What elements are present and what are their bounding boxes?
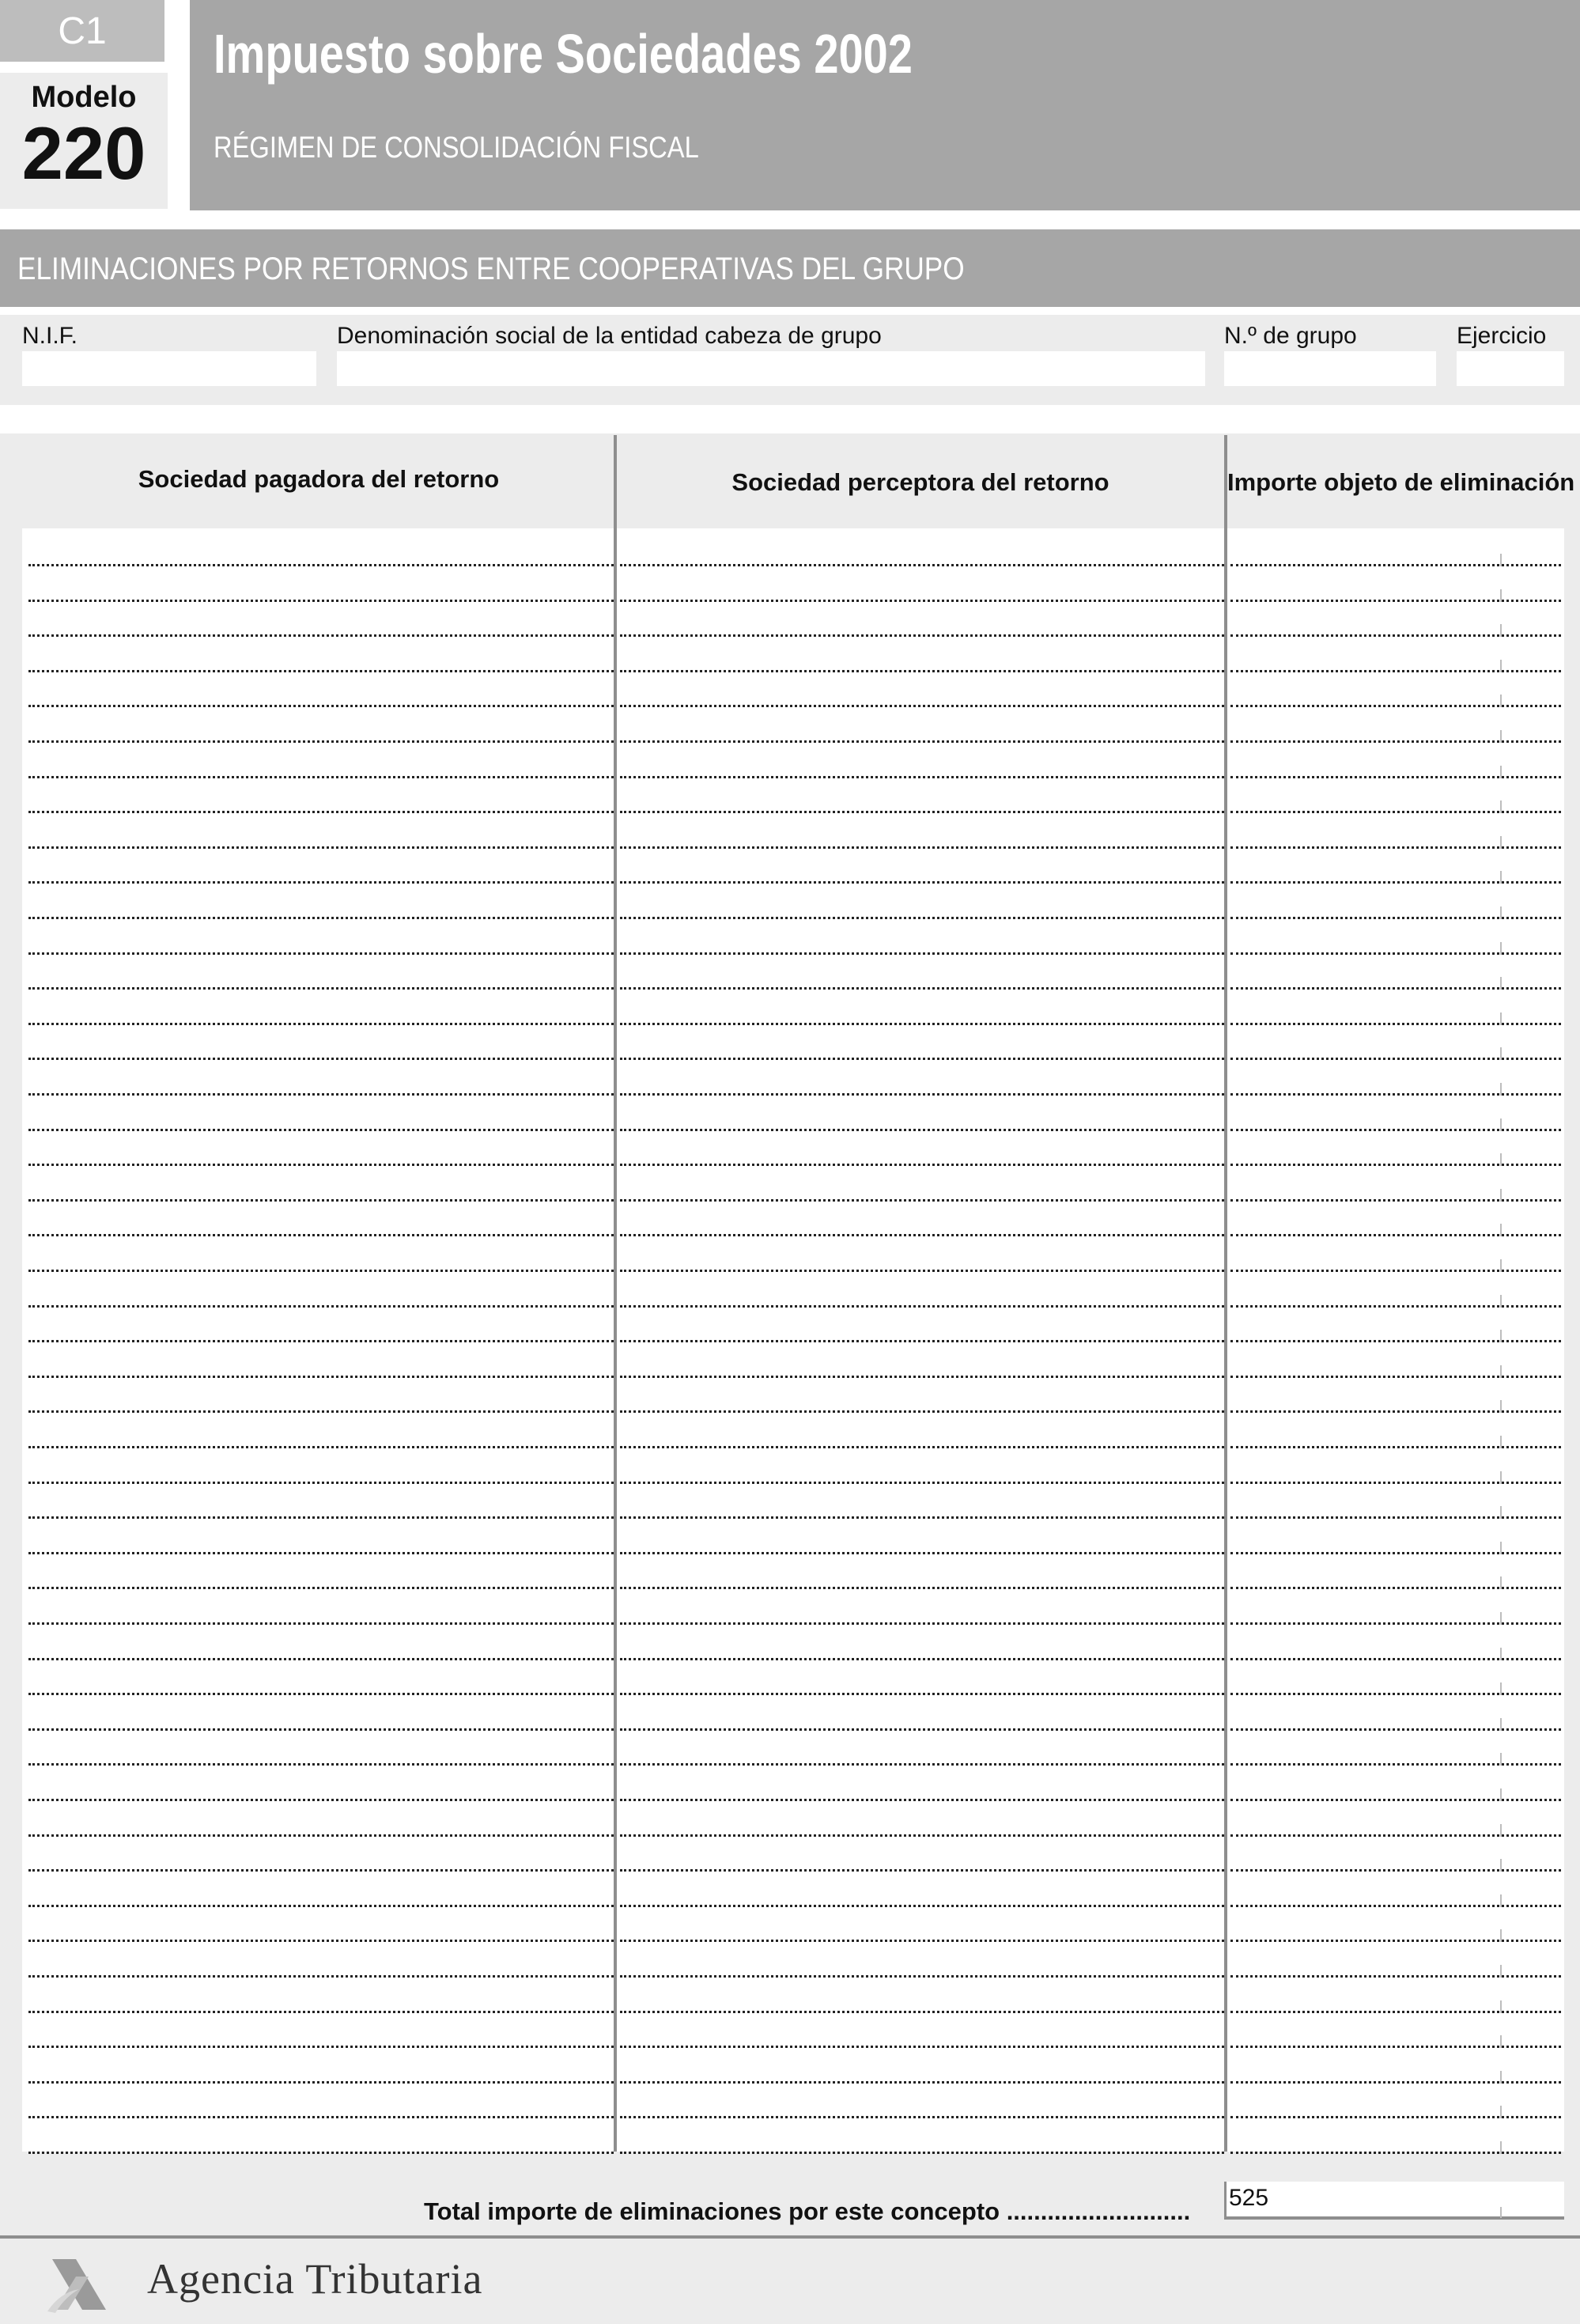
payer-company-field[interactable] — [28, 1273, 614, 1308]
receiver-company-field[interactable] — [620, 990, 1224, 1025]
section-band — [0, 229, 1580, 307]
receiver-company-field[interactable] — [620, 1061, 1224, 1096]
table-row — [22, 1978, 1564, 2013]
amount-field[interactable] — [1230, 1061, 1561, 1096]
receiver-company-field[interactable] — [620, 1696, 1224, 1731]
receiver-company-field[interactable] — [620, 1414, 1224, 1448]
payer-company-field[interactable] — [28, 1167, 614, 1202]
payer-company-field[interactable] — [28, 708, 614, 743]
table-row — [22, 814, 1564, 849]
payer-company-field[interactable] — [28, 1802, 614, 1837]
receiver-company-field[interactable] — [620, 1731, 1224, 1766]
amount-field[interactable] — [1230, 1414, 1561, 1448]
amount-field[interactable] — [1230, 884, 1561, 919]
title-band — [190, 0, 1580, 210]
amount-field[interactable] — [1230, 1978, 1561, 2013]
amount-field[interactable] — [1230, 638, 1561, 672]
amount-field[interactable] — [1230, 1872, 1561, 1907]
name-label: Denominación social de la entidad cabeza de grupo — [337, 323, 882, 349]
payer-company-field[interactable] — [28, 1872, 614, 1907]
table-row — [22, 638, 1564, 672]
payer-company-field[interactable] — [28, 744, 614, 778]
agency-name: Agencia Tributaria — [147, 2255, 483, 2303]
decimal-tick — [1500, 1612, 1502, 1625]
table-row — [22, 567, 1564, 602]
decimal-tick — [1500, 1471, 1502, 1484]
amount-field[interactable] — [1230, 1131, 1561, 1166]
decimal-tick — [1500, 1929, 1502, 1942]
decimal-tick — [1500, 1506, 1502, 1519]
payer-company-field[interactable] — [28, 1308, 614, 1342]
decimal-tick — [1500, 589, 1502, 602]
amount-field[interactable] — [1230, 1273, 1561, 1308]
table-row — [22, 2049, 1564, 2084]
payer-company-field[interactable] — [28, 2119, 614, 2154]
table-row — [22, 1520, 1564, 1554]
payer-company-field[interactable] — [28, 814, 614, 849]
column-divider — [1224, 435, 1227, 2152]
payer-company-field[interactable] — [28, 1907, 614, 1942]
receiver-company-field[interactable] — [620, 1837, 1224, 1872]
decimal-tick — [1500, 1648, 1502, 1660]
group-number-field[interactable] — [1224, 351, 1436, 386]
payer-company-field[interactable] — [28, 1943, 614, 1978]
modelo-box — [0, 73, 168, 209]
decimal-tick — [1500, 836, 1502, 849]
amount-field[interactable] — [1230, 1308, 1561, 1342]
table-row — [22, 1590, 1564, 1625]
payer-company-field[interactable] — [28, 1484, 614, 1519]
decimal-tick — [1500, 942, 1502, 955]
table-row — [22, 920, 1564, 955]
table-row — [22, 1731, 1564, 1766]
payer-company-field[interactable] — [28, 849, 614, 884]
receiver-company-field[interactable] — [620, 1343, 1224, 1378]
receiver-company-field[interactable] — [620, 1025, 1224, 1060]
payer-company-field[interactable] — [28, 1731, 614, 1766]
page-subtitle: RÉGIMEN DE CONSOLIDACIÓN FISCAL — [214, 131, 699, 165]
section-title: ELIMINACIONES POR RETORNOS ENTRE COOPERATIVAS DEL GRUPO — [17, 252, 965, 286]
decimal-tick — [1500, 766, 1502, 778]
amount-field[interactable] — [1230, 1520, 1561, 1554]
receiver-company-field[interactable] — [620, 708, 1224, 743]
decimal-tick — [1500, 977, 1502, 990]
decimal-tick — [1500, 730, 1502, 743]
column-header-payer: Sociedad pagadora del retorno — [138, 465, 500, 493]
decimal-tick — [1500, 1012, 1502, 1025]
amount-field[interactable] — [1230, 1554, 1561, 1589]
amount-field[interactable] — [1230, 1731, 1561, 1766]
payer-company-field[interactable] — [28, 1096, 614, 1131]
table-row — [22, 1237, 1564, 1272]
column-header-receiver: Sociedad perceptora del retorno — [731, 468, 1109, 496]
receiver-company-field[interactable] — [620, 1167, 1224, 1202]
table-row — [22, 1907, 1564, 1942]
table-row — [22, 708, 1564, 743]
payer-company-field[interactable] — [28, 2013, 614, 2048]
payer-company-field[interactable] — [28, 602, 614, 637]
payer-company-field[interactable] — [28, 1025, 614, 1060]
decimal-tick — [1500, 624, 1502, 637]
year-field[interactable] — [1457, 351, 1564, 386]
identification-band — [0, 315, 1580, 405]
amount-field[interactable] — [1230, 602, 1561, 637]
amount-field[interactable] — [1230, 778, 1561, 813]
payer-company-field[interactable] — [28, 1660, 614, 1695]
decimal-tick — [1500, 1330, 1502, 1342]
modelo-label: Modelo — [31, 81, 137, 114]
table-row — [22, 1484, 1564, 1519]
decimal-tick — [1500, 1718, 1502, 1731]
receiver-company-field[interactable] — [620, 2119, 1224, 2154]
table-row — [22, 602, 1564, 637]
amount-field[interactable] — [1230, 1660, 1561, 1695]
decimal-tick — [1500, 2071, 1502, 2084]
table-row — [22, 1273, 1564, 1308]
receiver-company-field[interactable] — [620, 1449, 1224, 1484]
receiver-company-field[interactable] — [620, 920, 1224, 955]
amount-field[interactable] — [1230, 1907, 1561, 1942]
table-row — [22, 1872, 1564, 1907]
amount-field[interactable] — [1230, 2013, 1561, 2048]
decimal-tick — [1500, 1400, 1502, 1413]
nif-label: N.I.F. — [22, 323, 78, 349]
table-row — [22, 2084, 1564, 2118]
receiver-company-field[interactable] — [620, 1131, 1224, 1166]
amount-field[interactable] — [1230, 1802, 1561, 1837]
table-row — [22, 1943, 1564, 1978]
receiver-company-field[interactable] — [620, 1660, 1224, 1695]
receiver-company-field[interactable] — [620, 2049, 1224, 2084]
decimal-tick — [1500, 1542, 1502, 1554]
receiver-company-field[interactable] — [620, 532, 1224, 566]
decimal-tick — [1500, 1753, 1502, 1766]
payer-company-field[interactable] — [28, 955, 614, 990]
sheet-code: C1 — [0, 0, 164, 62]
receiver-company-field[interactable] — [620, 1096, 1224, 1131]
payer-company-field[interactable] — [28, 2049, 614, 2084]
nif-field[interactable] — [22, 351, 316, 386]
receiver-company-field[interactable] — [620, 2084, 1224, 2118]
payer-company-field[interactable] — [28, 1343, 614, 1378]
decimal-tick — [1500, 2106, 1502, 2118]
payer-company-field[interactable] — [28, 1766, 614, 1801]
payer-company-field[interactable] — [28, 920, 614, 955]
table-row — [22, 2119, 1564, 2154]
decimal-tick — [1500, 1682, 1502, 1695]
table-row — [22, 1131, 1564, 1166]
decimal-tick — [1500, 1118, 1502, 1131]
receiver-company-field[interactable] — [620, 2013, 1224, 2048]
decimal-tick — [1500, 554, 1502, 566]
amount-field[interactable] — [1230, 955, 1561, 990]
amount-field[interactable] — [1230, 1237, 1561, 1272]
receiver-company-field[interactable] — [620, 1273, 1224, 1308]
receiver-company-field[interactable] — [620, 1378, 1224, 1413]
amount-field[interactable] — [1230, 567, 1561, 602]
decimal-tick — [1500, 1894, 1502, 1907]
table-row — [22, 1025, 1564, 1060]
amount-field[interactable] — [1230, 532, 1561, 566]
table-row — [22, 1096, 1564, 1131]
page-title: Impuesto sobre Sociedades 2002 — [214, 23, 913, 85]
amount-field[interactable] — [1230, 1626, 1561, 1660]
payer-company-field[interactable] — [28, 778, 614, 813]
table-row — [22, 955, 1564, 990]
table-row — [22, 1449, 1564, 1484]
table-row — [22, 2013, 1564, 2048]
amount-field[interactable] — [1230, 1096, 1561, 1131]
table-row — [22, 778, 1564, 813]
payer-company-field[interactable] — [28, 1590, 614, 1625]
payer-company-field[interactable] — [28, 1131, 614, 1166]
amount-field[interactable] — [1230, 1343, 1561, 1378]
receiver-company-field[interactable] — [620, 1237, 1224, 1272]
table-row — [22, 1837, 1564, 1872]
amount-field[interactable] — [1230, 990, 1561, 1025]
decimal-tick — [1500, 1153, 1502, 1166]
decimal-tick — [1500, 871, 1502, 884]
decimal-tick — [1500, 1965, 1502, 1978]
receiver-company-field[interactable] — [620, 1626, 1224, 1660]
decimal-tick — [1500, 695, 1502, 707]
decimal-tick — [1500, 1788, 1502, 1801]
payer-company-field[interactable] — [28, 1554, 614, 1589]
total-amount-field[interactable] — [1224, 2182, 1564, 2220]
payer-company-field[interactable] — [28, 1449, 614, 1484]
receiver-company-field[interactable] — [620, 1943, 1224, 1978]
amount-field[interactable] — [1230, 849, 1561, 884]
payer-company-field[interactable] — [28, 1978, 614, 2013]
table-row — [22, 1414, 1564, 1448]
column-header-amount: Importe objeto de eliminación — [1227, 468, 1575, 496]
amount-field[interactable] — [1230, 744, 1561, 778]
receiver-company-field[interactable] — [620, 1872, 1224, 1907]
decimal-tick — [1500, 801, 1502, 813]
payer-company-field[interactable] — [28, 1237, 614, 1272]
receiver-company-field[interactable] — [620, 1308, 1224, 1342]
year-label: Ejercicio — [1457, 323, 1547, 349]
receiver-company-field[interactable] — [620, 1766, 1224, 1801]
payer-company-field[interactable] — [28, 532, 614, 566]
table-row — [22, 1061, 1564, 1096]
table-row — [22, 672, 1564, 707]
agencia-tributaria-logo-icon — [44, 2253, 120, 2315]
decimal-tick — [1500, 1824, 1502, 1837]
amount-field[interactable] — [1230, 1202, 1561, 1236]
receiver-company-field[interactable] — [620, 744, 1224, 778]
payer-company-field[interactable] — [28, 1520, 614, 1554]
decimal-tick — [1500, 1365, 1502, 1378]
payer-company-field[interactable] — [28, 1378, 614, 1413]
eliminations-table — [0, 433, 1580, 2235]
receiver-company-field[interactable] — [620, 672, 1224, 707]
receiver-company-field[interactable] — [620, 602, 1224, 637]
amount-field[interactable] — [1230, 2084, 1561, 2118]
payer-company-field[interactable] — [28, 1626, 614, 1660]
payer-company-field[interactable] — [28, 1837, 614, 1872]
entity-name-field[interactable] — [337, 351, 1205, 386]
column-divider — [614, 435, 617, 2152]
decimal-tick — [1500, 907, 1502, 919]
payer-company-field[interactable] — [28, 990, 614, 1025]
receiver-company-field[interactable] — [620, 1202, 1224, 1236]
table-row — [22, 1802, 1564, 1837]
receiver-company-field[interactable] — [620, 849, 1224, 884]
receiver-company-field[interactable] — [620, 778, 1224, 813]
decimal-tick — [1500, 2035, 1502, 2048]
amount-field[interactable] — [1230, 672, 1561, 707]
receiver-company-field[interactable] — [620, 1802, 1224, 1837]
payer-company-field[interactable] — [28, 1061, 614, 1096]
amount-field[interactable] — [1230, 2119, 1561, 2154]
decimal-tick — [1500, 1859, 1502, 1872]
receiver-company-field[interactable] — [620, 1554, 1224, 1589]
decimal-tick — [1500, 2141, 1502, 2154]
receiver-company-field[interactable] — [620, 1484, 1224, 1519]
amount-field[interactable] — [1230, 1837, 1561, 1872]
amount-field[interactable] — [1230, 814, 1561, 849]
table-row — [22, 1167, 1564, 1202]
total-box-code: 525 — [1229, 2185, 1269, 2211]
amount-field[interactable] — [1230, 708, 1561, 743]
receiver-company-field[interactable] — [620, 1590, 1224, 1625]
table-row — [22, 1308, 1564, 1342]
receiver-company-field[interactable] — [620, 884, 1224, 919]
payer-company-field[interactable] — [28, 567, 614, 602]
payer-company-field[interactable] — [28, 638, 614, 672]
receiver-company-field[interactable] — [620, 955, 1224, 990]
decimal-tick — [1500, 1259, 1502, 1272]
amount-field[interactable] — [1230, 1943, 1561, 1978]
decimal-tick — [1500, 1295, 1502, 1308]
table-row — [22, 744, 1564, 778]
table-row — [22, 990, 1564, 1025]
payer-company-field[interactable] — [28, 884, 614, 919]
table-row — [22, 849, 1564, 884]
amount-field[interactable] — [1230, 1590, 1561, 1625]
table-row — [22, 1766, 1564, 1801]
receiver-company-field[interactable] — [620, 1978, 1224, 2013]
decimal-tick — [1500, 2207, 1502, 2218]
table-row — [22, 884, 1564, 919]
amount-field[interactable] — [1230, 1167, 1561, 1202]
total-label: Total importe de eliminaciones por este concepto ........................... — [424, 2197, 1191, 2225]
table-row — [22, 1626, 1564, 1660]
receiver-company-field[interactable] — [620, 814, 1224, 849]
decimal-tick — [1500, 1576, 1502, 1589]
decimal-tick — [1500, 1436, 1502, 1448]
receiver-company-field[interactable] — [620, 638, 1224, 672]
table-row — [22, 1696, 1564, 1731]
payer-company-field[interactable] — [28, 2084, 614, 2118]
decimal-tick — [1500, 1224, 1502, 1236]
amount-field[interactable] — [1230, 1449, 1561, 1484]
table-row — [22, 1343, 1564, 1378]
amount-field[interactable] — [1230, 1025, 1561, 1060]
receiver-company-field[interactable] — [620, 567, 1224, 602]
amount-field[interactable] — [1230, 1766, 1561, 1801]
group-number-label: N.º de grupo — [1224, 323, 1357, 349]
receiver-company-field[interactable] — [620, 1907, 1224, 1942]
decimal-tick — [1500, 1189, 1502, 1202]
table-body — [22, 528, 1564, 2152]
table-row — [22, 1660, 1564, 1695]
decimal-tick — [1500, 1047, 1502, 1060]
table-row — [22, 532, 1564, 566]
decimal-tick — [1500, 1083, 1502, 1096]
amount-field[interactable] — [1230, 1484, 1561, 1519]
table-row — [22, 1554, 1564, 1589]
amount-field[interactable] — [1230, 920, 1561, 955]
table-row — [22, 1202, 1564, 1236]
receiver-company-field[interactable] — [620, 1520, 1224, 1554]
payer-company-field[interactable] — [28, 672, 614, 707]
payer-company-field[interactable] — [28, 1414, 614, 1448]
payer-company-field[interactable] — [28, 1202, 614, 1236]
payer-company-field[interactable] — [28, 1696, 614, 1731]
amount-field[interactable] — [1230, 1378, 1561, 1413]
amount-field[interactable] — [1230, 2049, 1561, 2084]
decimal-tick — [1500, 2000, 1502, 2013]
table-row — [22, 1378, 1564, 1413]
decimal-tick — [1500, 660, 1502, 672]
amount-field[interactable] — [1230, 1696, 1561, 1731]
modelo-number: 220 — [21, 112, 146, 195]
